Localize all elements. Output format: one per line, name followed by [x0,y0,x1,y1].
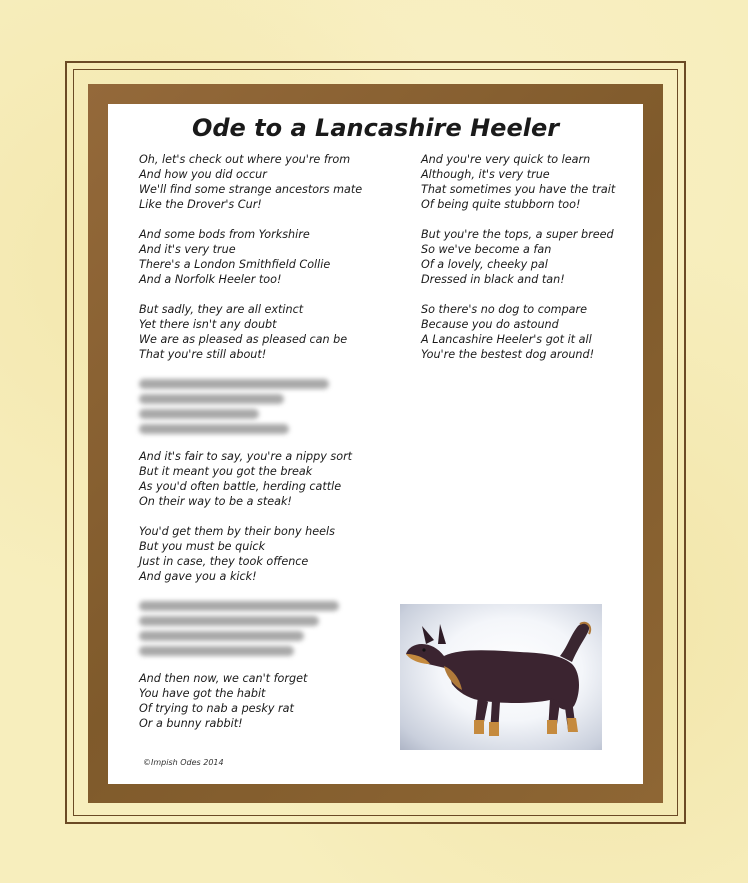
blurred-line [139,601,339,611]
blurred-line [139,394,284,404]
stanza-1 [139,152,399,212]
stanza-3 [139,302,399,362]
poem-line: You're the bestest dog around! [421,348,595,361]
poem-line: Of trying to nab a pesky rat [139,702,294,715]
stanza-11 [421,302,631,362]
poem-line: And some bods from Yorkshire [139,228,310,241]
poem-line: But sadly, they are all extinct [139,303,304,316]
poem-line: A Lancashire Heeler's got it all [421,333,592,346]
poem-line: And how you did occur [139,168,267,181]
poem-line: So we've become a fan [421,243,552,256]
poem-line: Like the Drover's Cur! [139,198,262,211]
blurred-line [139,424,289,434]
poem-right-column [421,152,631,377]
stanza-9 [421,152,631,212]
poem-line: There's a London Smithfield Collie [139,258,331,271]
blurred-line [139,631,304,641]
poem-line: And gave you a kick! [139,570,257,583]
blurred-line [139,616,319,626]
poem-line: You have got the habit [139,687,266,700]
poem-line: And a Norfolk Heeler too! [139,273,282,286]
poem-line: And it's very true [139,243,236,256]
blurred-stanza-7 [139,599,399,656]
blurred-line [139,646,294,656]
stanza-8 [139,671,399,731]
poem-line: Yet there isn't any doubt [139,318,277,331]
poem-line: We'll find some strange ancestors mate [139,183,363,196]
poem-line: That you're still about! [139,348,267,361]
poem-line: And you're very quick to learn [421,153,591,166]
poem-line: But it meant you got the break [139,465,313,478]
poem-line: Of a lovely, cheeky pal [421,258,548,271]
stanza-2 [139,227,399,287]
poem-line: Of being quite stubborn too! [421,198,581,211]
poem-line: You'd get them by their bony heels [139,525,335,538]
poem-line: And then now, we can't forget [139,672,308,685]
poem-line: So there's no dog to compare [421,303,588,316]
poem-line: But you're the tops, a super breed [421,228,614,241]
poem-line: Just in case, they took offence [139,555,309,568]
poem-line: Or a bunny rabbit! [139,717,243,730]
poem-left-column [139,152,399,746]
blurred-line [139,379,329,389]
poem-title: Ode to a Lancashire Heeler [191,114,560,142]
poem-line: But you must be quick [139,540,266,553]
stanza-5 [139,449,399,509]
poem-line: Oh, let's check out where you're from [139,153,351,166]
dog-photo [400,604,602,750]
poem-line: Because you do astound [421,318,559,331]
poem-line: And it's fair to say, you're a nippy sort [139,450,353,463]
blurred-stanza-4 [139,377,399,434]
stanza-10 [421,227,631,287]
poem-line: That sometimes you have the trait [421,183,616,196]
poem-line: Although, it's very true [421,168,550,181]
poem-line: On their way to be a steak! [139,495,292,508]
lancashire-heeler-dog-icon [400,604,602,750]
stanza-6 [139,524,399,584]
blurred-line [139,409,259,419]
copyright-notice: ©Impish Odes 2014 [143,758,224,767]
poem-line: As you'd often battle, herding cattle [139,480,342,493]
poem-line: We are as pleased as pleased can be [139,333,348,346]
poem-line: Dressed in black and tan! [421,273,565,286]
